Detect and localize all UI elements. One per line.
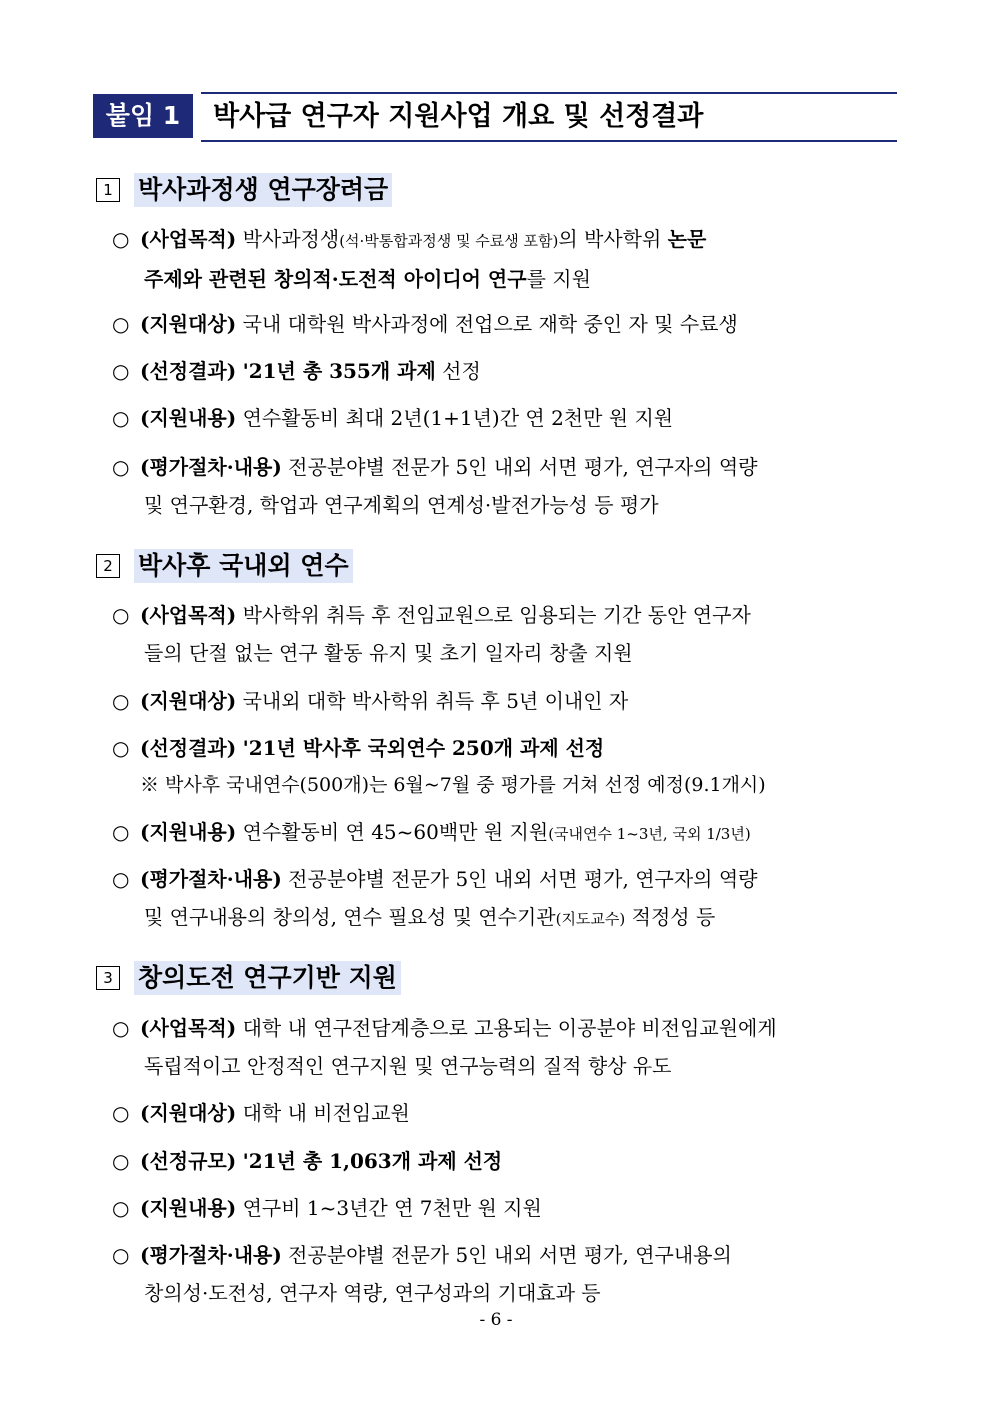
item-label: (지원대상) (140, 312, 237, 336)
item-bold-text: '21년 박사후 국외연수 250개 과제 선정 (242, 736, 605, 760)
bullet-icon: ○ (112, 312, 130, 336)
item-bold-text: 주제와 관련된 창의적·도전적 아이디어 연구 (144, 267, 527, 291)
bullet-icon: ○ (112, 603, 130, 627)
title-box (201, 92, 897, 142)
item-small-text: (국내연수 1~3년, 국외 1/3년) (548, 825, 751, 843)
bullet-icon: ○ (112, 820, 130, 844)
item-text: 및 연구환경, 학업과 연구계획의 연계성·발전가능성 등 평가 (144, 493, 659, 517)
bullet-icon: ○ (112, 689, 130, 713)
bullet-icon: ○ (112, 736, 130, 760)
bullet-icon: ○ (112, 1149, 130, 1173)
item-text: 박사과정생 (242, 227, 340, 251)
bullet-icon: ○ (112, 406, 130, 430)
section-3-heading (96, 960, 401, 996)
section-number: 2 (96, 554, 120, 578)
item-label: (지원대상) (140, 689, 237, 713)
section-1-heading (96, 172, 392, 208)
item-text: 및 연구내용의 창의성, 연수 필요성 및 연수기관 (144, 905, 556, 929)
item-label: (사업목적) (140, 603, 237, 627)
item-text: 독립적이고 안정적인 연구지원 및 연구능력의 질적 향상 유도 (144, 1054, 672, 1078)
bullet-icon: ○ (112, 227, 130, 251)
page-title: 박사급 연구자 지원사업 개요 및 선정결과 (213, 101, 704, 132)
item-label: (사업목적) (140, 1016, 237, 1040)
item-label: (사업목적) (140, 227, 237, 251)
page-number: - 6 - (479, 1310, 513, 1330)
item-text: 전공분야별 전문가 5인 내외 서면 평가, 연구자의 역량 (288, 455, 758, 479)
bullet-icon: ○ (112, 455, 130, 479)
item-label: (지원내용) (140, 406, 237, 430)
item-text: 국내 대학원 박사과정에 전업으로 재학 중인 자 및 수료생 (242, 312, 738, 336)
item-text: 전공분야별 전문가 5인 내외 서면 평가, 연구내용의 (288, 1243, 732, 1267)
bullet-icon: ○ (112, 1101, 130, 1125)
bullet-icon: ○ (112, 1243, 130, 1267)
item-label: (선정규모) (140, 1149, 237, 1173)
item-text: 연수활동비 연 45~60백만 원 지원 (242, 820, 549, 844)
item-label: (지원내용) (140, 1196, 237, 1220)
item-label: (선정결과) (140, 736, 237, 760)
item-text: 대학 내 비전임교원 (242, 1101, 410, 1125)
section-2-heading (96, 548, 353, 584)
item-text: 박사학위 취득 후 전임교원으로 임용되는 기간 동안 연구자 (242, 603, 751, 627)
section-number: 3 (96, 966, 120, 990)
item-bold-text: '21년 총 355개 과제 (242, 359, 436, 383)
item-label: (평가절차·내용) (140, 867, 282, 891)
item-text: 의 박사학위 (558, 227, 668, 251)
item-text: 전공분야별 전문가 5인 내외 서면 평가, 연구자의 역량 (288, 867, 758, 891)
item-small-text: (석·박통합과정생 및 수료생 포함) (339, 232, 559, 250)
attachment-tag: 붙임 1 (93, 94, 193, 138)
bullet-icon: ○ (112, 1016, 130, 1040)
item-text: 창의성·도전성, 연구자 역량, 연구성과의 기대효과 등 (144, 1281, 601, 1305)
item-bold-text: 논문 (667, 227, 707, 251)
item-bold-text: '21년 총 1,063개 과제 선정 (242, 1149, 503, 1173)
item-text: 국내외 대학 박사학위 취득 후 5년 이내인 자 (242, 689, 629, 713)
item-text: 들의 단절 없는 연구 활동 유지 및 초기 일자리 창출 지원 (144, 641, 633, 665)
section-title: 박사후 국내외 연수 (134, 549, 353, 583)
item-label: (평가절차·내용) (140, 1243, 282, 1267)
item-label: (선정결과) (140, 359, 237, 383)
bullet-icon: ○ (112, 867, 130, 891)
section-title: 박사과정생 연구장려금 (134, 173, 392, 207)
item-text: 선정 (435, 359, 481, 383)
bullet-icon: ○ (112, 1196, 130, 1220)
note-text: ※ 박사후 국내연수(500개)는 6월~7월 중 평가를 거쳐 선정 예정(9.1개시) (140, 774, 766, 796)
document-header (93, 92, 897, 142)
section-number: 1 (96, 178, 120, 202)
bullet-icon: ○ (112, 359, 130, 383)
item-label: (평가절차·내용) (140, 455, 282, 479)
item-text: 대학 내 연구전담계층으로 고용되는 이공분야 비전임교원에게 (242, 1016, 777, 1040)
item-text: 연수활동비 최대 2년(1+1년)간 연 2천만 원 지원 (242, 406, 674, 430)
item-label: (지원대상) (140, 1101, 237, 1125)
section-title: 창의도전 연구기반 지원 (134, 961, 401, 995)
item-text: 연구비 1~3년간 연 7천만 원 지원 (242, 1196, 542, 1220)
item-text: 를 지원 (526, 267, 591, 291)
item-small-text: (지도교수) (555, 910, 626, 928)
item-text: 적정성 등 (625, 905, 716, 929)
item-label: (지원내용) (140, 820, 237, 844)
